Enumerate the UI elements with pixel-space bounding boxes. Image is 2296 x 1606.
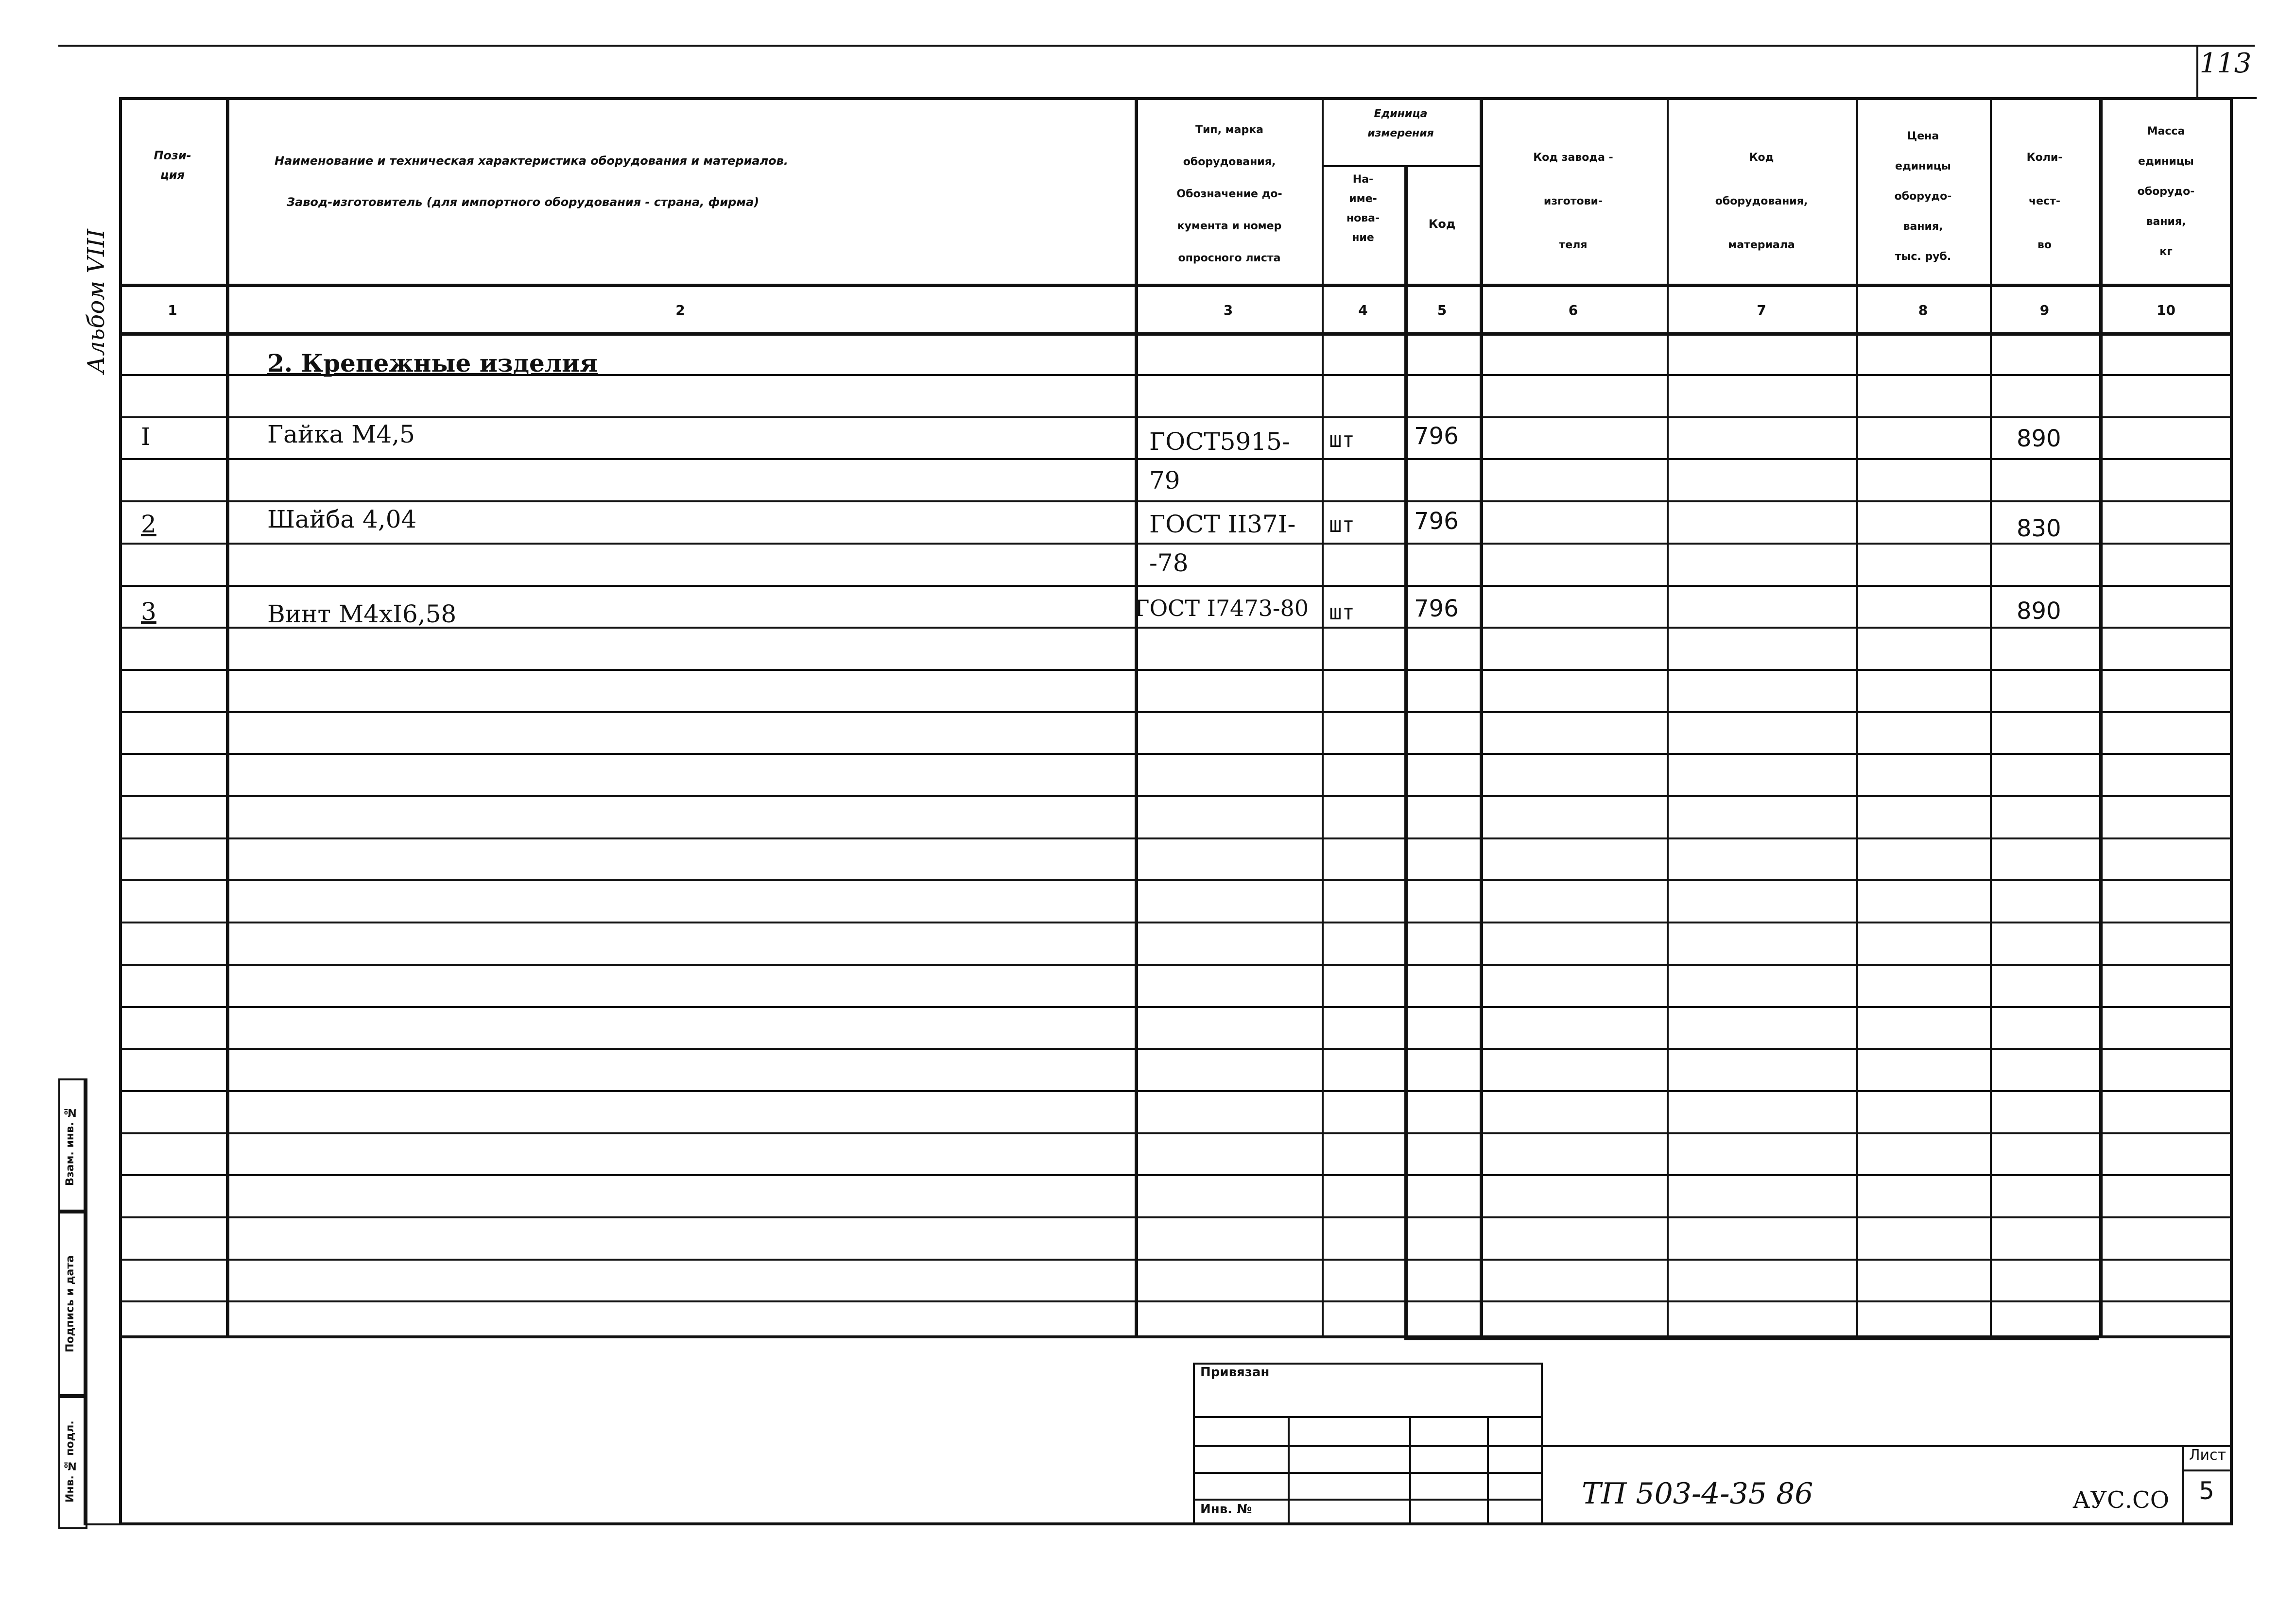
table-row-line: [119, 795, 2233, 797]
colnum-9: 9: [2039, 302, 2050, 318]
row-doc-cont: -78: [1149, 549, 1189, 577]
col-line-8: [1990, 97, 1992, 1338]
sheet-number: 5: [2199, 1477, 2214, 1505]
header-bottom-rule: [119, 284, 2233, 287]
bottom-frame-left-rule: [84, 1523, 120, 1525]
table-row-line: [119, 879, 2233, 881]
row-doc: ГОСТ II37I-: [1149, 510, 1296, 538]
table-row-line: [119, 1259, 2233, 1261]
side-stamp-replace: [58, 1078, 87, 1213]
header-type: Тип, марка оборудования, Обозначение до- кумента и номер опросного листа: [1176, 124, 1282, 264]
header-position: Пози- ция: [154, 149, 191, 182]
album-note: Альбом VIII: [83, 229, 110, 374]
row-code: 796: [1414, 595, 1459, 622]
title-block-col-1: [1288, 1416, 1290, 1525]
header-plant-code: Код завода - изготови- теля: [1533, 152, 1613, 251]
row-qty: 830: [2017, 515, 2061, 542]
side-stamp-signature: [58, 1210, 87, 1398]
colnum-7: 7: [1757, 302, 1766, 318]
row-doc: ГОСТ I7473-80: [1135, 595, 1309, 621]
table-row-line: [119, 1132, 2233, 1134]
colnum-5: 5: [1437, 302, 1447, 318]
header-name-line1: Наименование и техническая характеристика оборудования и материалов.: [275, 154, 788, 168]
colnum-1: 1: [168, 302, 177, 318]
row-name: Гайка М4,5: [267, 420, 415, 448]
title-block: [1193, 1363, 1543, 1525]
header-price: Цена единицы оборудо- вания, тыс. руб.: [1894, 130, 1952, 263]
title-block-rule-2: [1193, 1445, 1543, 1447]
table-row-line: [119, 753, 2233, 755]
colnum-8: 8: [1918, 302, 1928, 318]
row-position: 2: [141, 510, 156, 538]
table-row-line: [119, 585, 2233, 587]
header-name-line2: Завод-изготовитель (для импортного оборудования - страна, фирма): [287, 195, 760, 209]
row-doc-cont: 79: [1149, 466, 1180, 495]
unit-split-rule: [1322, 165, 1480, 167]
table-row-line: [119, 1048, 2233, 1050]
header-equipment-code: Код оборудования, материала: [1715, 152, 1808, 251]
header-mass: Масса единицы оборудо- вания, кг: [2137, 125, 2195, 258]
table-row-line: [119, 1174, 2233, 1176]
col-line-1: [226, 97, 229, 1338]
doc-code-rule: [1543, 1445, 2233, 1447]
inv-label: Инв. №: [1200, 1502, 1252, 1517]
colnum-10: 10: [2157, 302, 2175, 318]
table-row-line: [119, 711, 2233, 713]
row-unit: шт: [1329, 600, 1355, 625]
row-qty: 890: [2017, 425, 2061, 452]
col-line-5: [1480, 97, 1483, 1338]
table-row-line: [119, 1090, 2233, 1092]
side-stamp-rule: [84, 1078, 86, 1525]
table-row-line: [119, 964, 2233, 966]
attached-label: Привязан: [1200, 1365, 1270, 1380]
table-row-line: [119, 669, 2233, 671]
side-stamp-inventory: [58, 1394, 87, 1529]
row-doc: ГОСТ5915-: [1149, 427, 1290, 456]
header-unit: Единица измерения: [1367, 108, 1434, 139]
title-block-rule-1: [1193, 1416, 1543, 1418]
table-row-line: [119, 922, 2233, 923]
table-row-line: [119, 1006, 2233, 1008]
col-line-9: [2099, 97, 2103, 1338]
section-title: 2. Крепежные изделия: [267, 349, 598, 377]
colnum-6: 6: [1568, 302, 1578, 318]
row-position: I: [141, 423, 151, 451]
table-row-line: [119, 543, 2233, 545]
page-number: 113: [2199, 48, 2252, 79]
side-stamp-signature-label: Подпись и дата: [64, 1255, 76, 1352]
table-row-line: [119, 1216, 2233, 1218]
colnum-3: 3: [1223, 302, 1233, 318]
table-row-line: [119, 500, 2233, 502]
row-qty: 890: [2017, 598, 2061, 625]
colnum-2: 2: [675, 302, 685, 318]
header-unit-name: На- име- нова- ние: [1346, 173, 1380, 244]
col-line-2: [1135, 97, 1138, 1338]
row-name: Винт М4хI6,58: [267, 600, 457, 628]
sheet-box-rule: [2182, 1469, 2233, 1471]
row-unit: шт: [1329, 513, 1355, 537]
row-position: 3: [141, 598, 156, 626]
row-name: Шайба 4,04: [267, 505, 417, 533]
table-row-line: [119, 416, 2233, 418]
col-line-7: [1856, 97, 1858, 1338]
top-rule: [58, 45, 2255, 47]
col-line-4: [1404, 165, 1408, 1338]
row-code: 796: [1414, 423, 1459, 450]
header-unit-code: Код: [1428, 217, 1456, 231]
colnum-4: 4: [1358, 302, 1368, 318]
side-stamp-replace-label: Взам. инв. №: [64, 1106, 76, 1186]
sheet-label: Лист: [2189, 1447, 2227, 1464]
table-row-line: [119, 837, 2233, 839]
table-row-line: [119, 1300, 2233, 1302]
table-row-line: [119, 458, 2233, 460]
title-block-col-2: [1409, 1416, 1411, 1525]
title-block-rule-4: [1193, 1499, 1543, 1501]
col-line-3: [1322, 97, 1324, 1338]
row-unit: шт: [1329, 427, 1355, 452]
col-line-6: [1667, 97, 1669, 1338]
header-quantity: Коли- чест- во: [2026, 152, 2063, 251]
colnum-bottom-rule: [119, 332, 2233, 336]
title-block-rule-3: [1193, 1472, 1543, 1474]
title-block-col-3: [1487, 1416, 1489, 1525]
doc-mark: АУС.СО: [2072, 1486, 2170, 1514]
side-stamp-inventory-label: Инв. № подл.: [64, 1420, 76, 1503]
bottom-frame: [119, 1337, 2233, 1525]
doc-code: ТП 503-4-35 86: [1582, 1477, 1813, 1511]
row-code: 796: [1414, 508, 1459, 535]
